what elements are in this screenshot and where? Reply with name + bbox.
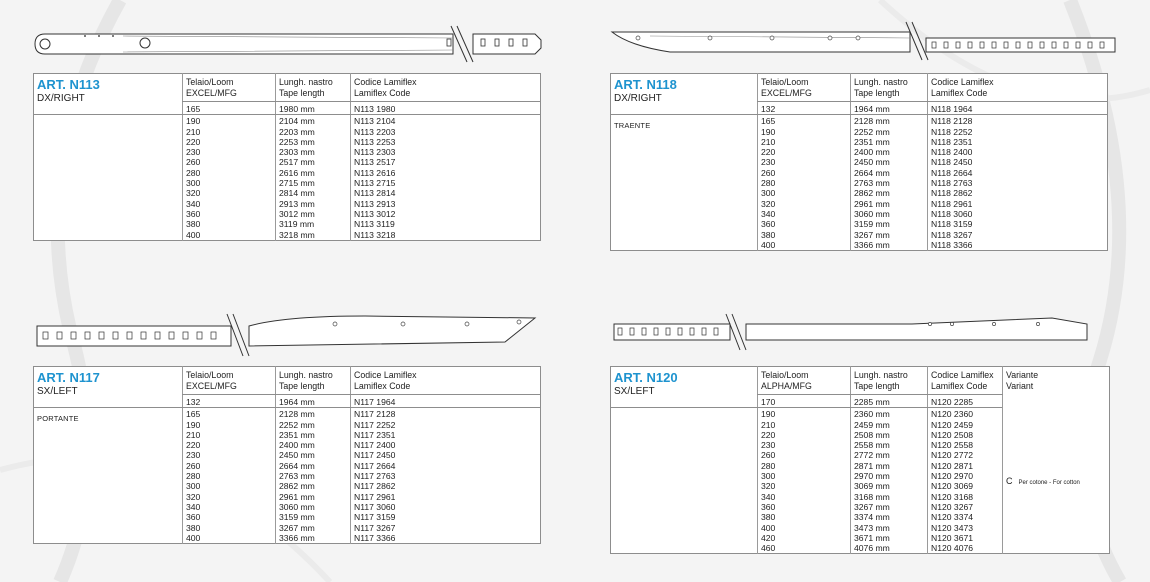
cell-code: N120 3374 (931, 512, 974, 523)
cell-code: N120 2970 (931, 471, 974, 482)
cell-code: N117 2862 (354, 481, 396, 492)
cell-code: N118 2664 (931, 167, 973, 178)
cell-loom: 190 (186, 116, 201, 127)
cell-loom: 320 (186, 188, 201, 199)
table-header-row (34, 74, 541, 102)
cell-tape: 3119 mm (279, 219, 315, 230)
table-row-base: 132 1964 mm N117 1964 (34, 395, 541, 408)
cell-tape: 2128 mm (854, 116, 890, 127)
cell-loom: 340 (186, 198, 201, 209)
cell-tape: 3267 mm (854, 501, 890, 512)
cell-code: N120 2871 (931, 460, 974, 471)
cell-code: N118 3060 (931, 208, 973, 219)
cell-code: N120 4076 (931, 543, 974, 554)
cell-tape: 3168 mm (854, 491, 890, 502)
cell-code: N117 2351 (354, 429, 396, 440)
spec-table-n117 (33, 366, 541, 544)
cell-tape: 2763 mm (854, 178, 890, 189)
cell-code: N118 2862 (931, 188, 973, 199)
cell-tape: 3366 mm (279, 532, 315, 543)
cell-loom: 300 (186, 481, 201, 492)
cell-code: N118 2400 (931, 147, 973, 158)
table-row-base: 170 2285 mm N120 2285 (611, 395, 1110, 408)
cell-tape: 2508 mm (854, 429, 890, 440)
cell-tape: 2203 mm (279, 126, 315, 137)
cell-tape: 2970 mm (854, 471, 890, 482)
cell-loom: 230 (186, 450, 201, 461)
cell-code: N118 2763 (931, 178, 973, 189)
column-loom (758, 408, 851, 554)
cell-tape: 2772 mm (854, 450, 890, 461)
cell-code: N120 3168 (931, 491, 974, 502)
column-loom (183, 115, 276, 241)
cell-loom: 300 (186, 178, 201, 189)
cell-loom: 210 (186, 126, 201, 137)
cell-tape: 4076 mm (854, 543, 890, 554)
header-tape-length: Lungh. nastro Tape length (276, 367, 351, 395)
cell-tape: 2303 mm (279, 147, 315, 158)
header-loom: Telaio/Loom ALPHA/MFG (758, 367, 851, 395)
cell-tape: 2862 mm (854, 188, 890, 199)
cell-tape: 2814 mm (279, 188, 315, 199)
cell-loom: 380 (186, 219, 201, 230)
cell-code: N118 3267 (931, 229, 973, 240)
cell-loom: 340 (761, 208, 776, 219)
cell-tape: 2360 mm (854, 409, 890, 420)
header-code: Codice Lamiflex Lamiflex Code (928, 367, 1003, 395)
article-title: ART. N117 (37, 370, 100, 385)
cell-loom: 460 (761, 543, 776, 554)
spec-table-n120 (610, 366, 1110, 554)
cell-loom: 260 (761, 450, 776, 461)
cell-loom: 230 (761, 157, 776, 168)
cell-tape: 3473 mm (854, 522, 890, 533)
header-code: Codice Lamiflex Lamiflex Code (351, 74, 541, 102)
header-variant: Variante Variant C Per cotone - For cotton (1003, 367, 1110, 554)
cell-loom: 360 (186, 512, 201, 523)
cell-code: N113 3218 (354, 229, 396, 240)
table-row-base: 132 1964 mm N118 1964 (611, 102, 1108, 115)
cell-loom: 210 (761, 136, 776, 147)
table-row-body (34, 408, 541, 544)
cell-code: N113 2253 (354, 136, 396, 147)
cell-code: N120 2459 (931, 419, 974, 430)
cell-code: N113 2104 (354, 116, 396, 127)
cell-code: N113 2616 (354, 167, 396, 178)
cell-code: N118 2961 (931, 198, 973, 209)
cell-loom: 320 (186, 491, 201, 502)
cell-loom: 400 (186, 229, 201, 240)
cell-code: N117 2763 (354, 471, 396, 482)
cell-tape: 2351 mm (279, 429, 315, 440)
cell-code: N117 3060 (354, 501, 396, 512)
cell-tape: 3366 mm (854, 239, 890, 250)
cell-tape: 2252 mm (279, 419, 315, 430)
table-row-body (34, 115, 541, 241)
tape-drawing-n118 (610, 18, 1120, 62)
cell-loom: 190 (186, 419, 201, 430)
header-code: Codice Lamiflex Lamiflex Code (351, 367, 541, 395)
cell-tape: 2253 mm (279, 136, 315, 147)
column-tape-length (276, 408, 351, 544)
cell-code: N118 2450 (931, 157, 973, 168)
table-row-base: 165 1980 mm N113 1980 (34, 102, 541, 115)
header-tape-length: Lungh. nastro Tape length (851, 367, 928, 395)
cell-tape: 3012 mm (279, 208, 315, 219)
cell-loom: 280 (761, 460, 776, 471)
cell-code: N117 2400 (354, 440, 396, 451)
cell-loom: 260 (761, 167, 776, 178)
cell-code: N117 2450 (354, 450, 396, 461)
cell-tape: 3267 mm (279, 522, 315, 533)
cell-code: N117 3159 (354, 512, 396, 523)
header-tape-length: Lungh. nastro Tape length (276, 74, 351, 102)
header-loom: Telaio/Loom EXCEL/MFG (183, 74, 276, 102)
cell-tape: 3159 mm (279, 512, 315, 523)
header-tape-length: Lungh. nastro Tape length (851, 74, 928, 102)
cell-tape: 2104 mm (279, 116, 315, 127)
column-code (928, 115, 1108, 251)
article-title: ART. N120 (614, 370, 678, 385)
cell-code: N113 2913 (354, 198, 396, 209)
header-loom: Telaio/Loom EXCEL/MFG (183, 367, 276, 395)
cell-code: N120 3671 (931, 532, 974, 543)
cell-tape: 3218 mm (279, 229, 315, 240)
cell-tape: 2715 mm (279, 178, 315, 189)
cell-code: N120 3069 (931, 481, 974, 492)
cell-loom: 400 (186, 532, 201, 543)
table-row-body (611, 115, 1108, 251)
header-code: Codice Lamiflex Lamiflex Code (928, 74, 1108, 102)
cell-loom: 230 (186, 147, 201, 158)
cell-code: N120 2360 (931, 409, 974, 420)
column-tape-length (851, 408, 928, 554)
side-label: SX/LEFT (37, 386, 78, 397)
cell-tape: 2763 mm (279, 471, 315, 482)
cell-tape: 3374 mm (854, 512, 890, 523)
cell-loom: 260 (186, 460, 201, 471)
side-label: SX/LEFT (614, 386, 655, 397)
cell-code: N113 2814 (354, 188, 396, 199)
cell-tape: 2400 mm (854, 147, 890, 158)
cell-code: N118 2128 (931, 116, 973, 127)
tape-drawing-n113 (33, 24, 543, 64)
cell-tape: 3267 mm (854, 229, 890, 240)
cell-code: N113 2303 (354, 147, 396, 158)
cell-loom: 210 (761, 419, 776, 430)
article-title: ART. N113 (37, 77, 100, 92)
tape-drawing-n120 (612, 312, 1122, 352)
cell-loom: 190 (761, 126, 776, 137)
cell-tape: 2616 mm (279, 167, 315, 178)
cell-code: N120 2508 (931, 429, 974, 440)
cell-tape: 2558 mm (854, 440, 890, 451)
column-tape-length (276, 115, 351, 241)
cell-loom: 165 (761, 116, 776, 127)
cell-loom: 220 (761, 429, 776, 440)
cell-loom: 220 (186, 136, 201, 147)
cell-code: N120 3473 (931, 522, 974, 533)
cell-tape: 2961 mm (279, 491, 315, 502)
variant-cell: C Per cotone - For cotton (1006, 476, 1080, 486)
cell-loom: 210 (186, 429, 201, 440)
cell-tape: 2664 mm (279, 460, 315, 471)
cell-code: N118 3159 (931, 219, 973, 230)
column-code (351, 408, 541, 544)
cell-loom: 380 (186, 522, 201, 533)
cell-tape: 2351 mm (854, 136, 890, 147)
cell-loom: 280 (186, 471, 201, 482)
cell-loom: 320 (761, 198, 776, 209)
cell-loom: 280 (761, 178, 776, 189)
cell-code: N113 2517 (354, 157, 396, 168)
cell-loom: 400 (761, 239, 776, 250)
cell-loom: 280 (186, 167, 201, 178)
cell-loom: 340 (186, 501, 201, 512)
cell-code: N117 2128 (354, 409, 396, 420)
spec-table-n118 (610, 73, 1108, 251)
spec-table-n113 (33, 73, 541, 241)
table-header-row (34, 367, 541, 395)
column-code (351, 115, 541, 241)
cell-tape: 2400 mm (279, 440, 315, 451)
table-header-row (611, 74, 1108, 102)
cell-code: N117 2961 (354, 491, 396, 502)
cell-loom: 340 (761, 491, 776, 502)
side-label: DX/RIGHT (614, 93, 662, 104)
cell-loom: 260 (186, 157, 201, 168)
article-title: ART. N118 (614, 77, 677, 92)
cell-code: N117 3267 (354, 522, 396, 533)
cell-tape: 2664 mm (854, 167, 890, 178)
cell-loom: 360 (761, 501, 776, 512)
cell-tape: 2252 mm (854, 126, 890, 137)
cell-tape: 3060 mm (279, 501, 315, 512)
cell-tape: 2517 mm (279, 157, 315, 168)
cell-loom: 220 (186, 440, 201, 451)
cell-code: N117 3366 (354, 532, 396, 543)
table-header-row (611, 367, 1110, 395)
side-label: DX/RIGHT (37, 93, 85, 104)
header-loom: Telaio/Loom EXCEL/MFG (758, 74, 851, 102)
cell-tape: 2459 mm (854, 419, 890, 430)
cell-tape: 3069 mm (854, 481, 890, 492)
cell-tape: 2961 mm (854, 198, 890, 209)
cell-code: N113 3119 (354, 219, 395, 230)
cell-loom: 230 (761, 440, 776, 451)
cell-code: N117 2664 (354, 460, 396, 471)
column-loom (758, 115, 851, 251)
cell-tape: 2450 mm (279, 450, 315, 461)
cell-code: N117 2252 (354, 419, 396, 430)
cell-code: N113 2715 (354, 178, 396, 189)
cell-tape: 2862 mm (279, 481, 315, 492)
cell-loom: 420 (761, 532, 776, 543)
cell-loom: 360 (186, 208, 201, 219)
cell-tape: 3060 mm (854, 208, 890, 219)
position-note: PORTANTE (37, 414, 79, 424)
cell-tape: 3671 mm (854, 532, 890, 543)
cell-code: N113 3012 (354, 208, 396, 219)
cell-loom: 360 (761, 219, 776, 230)
position-note: TRAENTE (614, 121, 651, 131)
cell-code: N118 3366 (931, 239, 973, 250)
cell-loom: 300 (761, 188, 776, 199)
cell-loom: 320 (761, 481, 776, 492)
cell-tape: 3159 mm (854, 219, 890, 230)
cell-loom: 220 (761, 147, 776, 158)
cell-loom: 300 (761, 471, 776, 482)
cell-loom: 380 (761, 512, 776, 523)
cell-code: N113 2203 (354, 126, 396, 137)
tape-drawing-n117 (35, 312, 545, 358)
cell-loom: 165 (186, 409, 201, 420)
cell-tape: 2871 mm (854, 460, 890, 471)
cell-tape: 2128 mm (279, 409, 315, 420)
cell-tape: 2913 mm (279, 198, 315, 209)
cell-loom: 380 (761, 229, 776, 240)
cell-loom: 190 (761, 409, 776, 420)
cell-code: N118 2351 (931, 136, 973, 147)
cell-tape: 2450 mm (854, 157, 890, 168)
cell-code: N118 2252 (931, 126, 973, 137)
cell-code: N120 2772 (931, 450, 974, 461)
column-loom (183, 408, 276, 544)
cell-loom: 400 (761, 522, 776, 533)
cell-code: N120 3267 (931, 501, 974, 512)
column-code (928, 408, 1003, 554)
cell-code: N120 2558 (931, 440, 974, 451)
column-tape-length (851, 115, 928, 251)
